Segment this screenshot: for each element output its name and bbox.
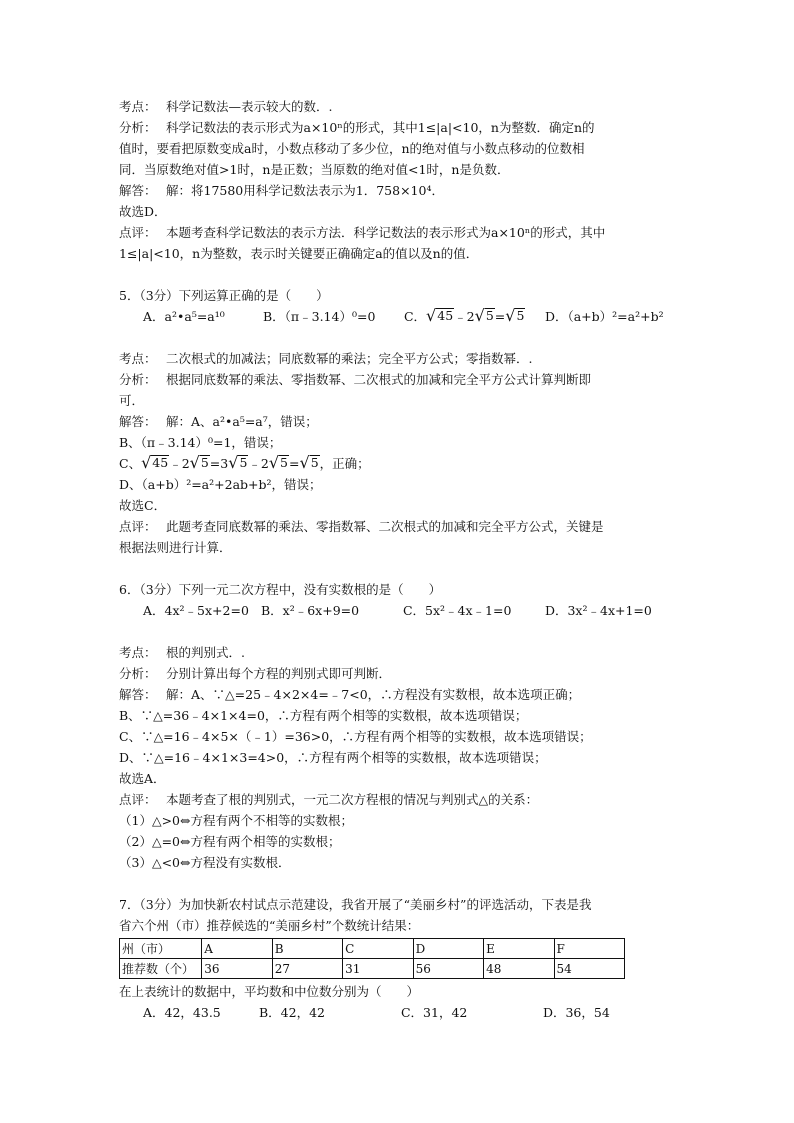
label: 分析： bbox=[119, 666, 157, 681]
q6-rule-3: （3）△<0⇔方程没有实数根． bbox=[119, 855, 291, 870]
table-cell: 56 bbox=[413, 959, 483, 979]
q6-rule-2: （2）△=0⇔方程有两个相等的实数根； bbox=[119, 834, 341, 849]
text: ﹣2 bbox=[454, 309, 475, 324]
label: 点评： bbox=[119, 225, 157, 240]
sqrt-5: √ 5 bbox=[189, 453, 209, 472]
q6-option-b: B．x²﹣6x+9=0 bbox=[260, 603, 360, 618]
text: ﹣2 bbox=[248, 456, 269, 471]
q5-stem: 5．（3分）下列运算正确的是（ ） bbox=[119, 288, 329, 303]
radicand: 45 bbox=[437, 308, 454, 323]
page-content bbox=[119, 96, 679, 1023]
text: =3 bbox=[209, 456, 229, 471]
q5-jieda-d: D、（a+b）²=a²+2ab+b²，错误； bbox=[119, 477, 322, 492]
q7-option-c: C．31，42 bbox=[400, 1005, 468, 1020]
text: 科学记数法的表示形式为a×10ⁿ的形式，其中1≤|a|<10，n为整数．确定n的 bbox=[166, 120, 595, 135]
text: 解：将17580用科学记数法表示为1．758×10⁴． bbox=[166, 183, 444, 198]
q7-option-d: D．36，54 bbox=[542, 1005, 610, 1020]
label: 解答： bbox=[119, 414, 157, 429]
q7-question: 在上表统计的数据中，平均数和中位数分别为（ ） bbox=[119, 984, 420, 999]
table-cell: D bbox=[413, 939, 483, 959]
q7-option-b: B．42，42 bbox=[258, 1005, 325, 1020]
q5-kaodian bbox=[119, 348, 679, 369]
q5-fenxi bbox=[119, 369, 679, 390]
radicand: 5 bbox=[310, 455, 319, 470]
q5-dianping-2: 根据法则进行计算． bbox=[119, 540, 232, 555]
q5-dianping bbox=[119, 516, 679, 537]
label: 解答： bbox=[119, 183, 157, 198]
sqrt-5: √ 5 bbox=[299, 453, 319, 472]
q6-option-d: D．3x²﹣4x+1=0 bbox=[544, 603, 652, 618]
text: 分别计算出每个方程的判别式即可判断． bbox=[166, 666, 392, 681]
prev-guxuan: 故选D． bbox=[119, 204, 167, 219]
table-row bbox=[120, 959, 625, 979]
radicand: 5 bbox=[485, 308, 494, 323]
prev-jieda bbox=[119, 180, 679, 201]
text: 解：A、a²•a⁵=a⁷，错误； bbox=[166, 414, 318, 429]
prev-kaodian bbox=[119, 96, 679, 117]
label: 考点： bbox=[119, 99, 157, 114]
prev-dianping bbox=[119, 222, 679, 243]
sqrt-5: √ 5 bbox=[474, 306, 494, 325]
q5-option-c bbox=[404, 306, 541, 327]
label: 分析： bbox=[119, 372, 157, 387]
text: 根据同底数幂的乘法、零指数幂、二次根式的加减和完全平方公式计算判断即 bbox=[166, 372, 592, 387]
q7-options bbox=[119, 1002, 679, 1023]
text: C、 bbox=[119, 456, 142, 471]
sqrt-45: √ 45 bbox=[426, 306, 454, 325]
label: 考点： bbox=[119, 645, 157, 660]
q6-rule-1: （1）△>0⇔方程有两个不相等的实数根； bbox=[119, 813, 353, 828]
prev-fenxi-3: 同．当原数绝对值>1时，n是正数；当原数的绝对值<1时，n是负数． bbox=[119, 162, 510, 177]
q7-option-a: A．42，43.5 bbox=[143, 1005, 221, 1020]
q6-jieda bbox=[119, 684, 679, 705]
q5-jieda-c bbox=[119, 453, 679, 474]
q6-option-c: C．5x²﹣4x﹣1=0 bbox=[402, 603, 512, 618]
q6-kaodian bbox=[119, 642, 679, 663]
label: 点评： bbox=[119, 519, 157, 534]
text: 根的判别式．. bbox=[166, 645, 245, 660]
q5-option-d: D．（a+b）²=a²+b² bbox=[544, 309, 664, 324]
table-cell: 48 bbox=[484, 959, 554, 979]
radicand: 5 bbox=[280, 455, 288, 470]
radicand: 5 bbox=[239, 455, 248, 470]
table-row-label: 推荐数（个） bbox=[120, 959, 202, 979]
text: = bbox=[494, 309, 506, 324]
sqrt-5: √ 5 bbox=[268, 453, 288, 472]
text: ﹣2 bbox=[169, 456, 190, 471]
label: 分析： bbox=[119, 120, 157, 135]
radicand: 5 bbox=[200, 455, 209, 470]
text: 解：A、∵△=25﹣4×2×4=﹣7<0，∴方程没有实数根，故本选项正确； bbox=[166, 687, 581, 702]
prev-fenxi bbox=[119, 117, 679, 138]
q6-jieda-d: D、∵△=16﹣4×1×3=4>0，∴方程有两个相等的实数根，故本选项错误； bbox=[119, 750, 547, 765]
q7-stats-table bbox=[119, 938, 625, 979]
table-cell: 36 bbox=[202, 959, 272, 979]
q6-fenxi bbox=[119, 663, 679, 684]
label: 点评： bbox=[119, 792, 157, 807]
text: ，正确； bbox=[319, 456, 370, 471]
q5-jieda bbox=[119, 411, 679, 432]
label: 解答： bbox=[119, 687, 157, 702]
table-header-label: 州（市） bbox=[120, 939, 202, 959]
sqrt-5: √ 5 bbox=[228, 453, 248, 472]
q5-option-a: A．a²•a⁵=a¹⁰ bbox=[143, 309, 225, 324]
label: 考点： bbox=[119, 351, 157, 366]
table-cell: C bbox=[343, 939, 413, 959]
q5-fenxi-2: 可． bbox=[119, 393, 145, 408]
text: C． bbox=[403, 309, 427, 324]
q6-option-a: A．4x²﹣5x+2=0 bbox=[143, 603, 249, 618]
text: 二次根式的加减法；同底数幂的乘法；完全平方公式；零指数幂．. bbox=[166, 351, 533, 366]
text: 本题考查科学记数法的表示方法．科学记数法的表示形式为a×10ⁿ的形式，其中 bbox=[166, 225, 606, 240]
q6-dianping bbox=[119, 789, 679, 810]
table-row bbox=[120, 939, 625, 959]
radicand: 45 bbox=[152, 455, 169, 470]
table-cell: 27 bbox=[272, 959, 342, 979]
text: = bbox=[289, 456, 300, 471]
sqrt-45: √ 45 bbox=[141, 453, 169, 472]
q6-stem: 6．（3分）下列一元二次方程中，没有实数根的是（ ） bbox=[119, 582, 442, 597]
text: 此题考查同底数幂的乘法、零指数幂、二次根式的加减和完全平方公式，关键是 bbox=[166, 519, 604, 534]
sqrt-5: √ 5 bbox=[505, 306, 525, 325]
table-cell: 54 bbox=[554, 959, 624, 979]
table-cell: E bbox=[484, 939, 554, 959]
text: 本题考查了根的判别式，一元二次方程根的情况与判别式△的关系： bbox=[166, 792, 539, 807]
q5-jieda-b: B、（π﹣3.14）⁰=1，错误； bbox=[119, 435, 282, 450]
q6-jieda-c: C、∵△=16﹣4×5×（﹣1）=36>0，∴方程有两个相等的实数根，故本选项错误； bbox=[119, 729, 592, 744]
text: 科学记数法—表示较大的数．. bbox=[166, 99, 333, 114]
q6-guxuan: 故选A． bbox=[119, 771, 166, 786]
q7-stem-2: 省六个州（市）推荐候选的“美丽乡村”个数统计结果： bbox=[119, 918, 420, 933]
table-cell: F bbox=[554, 939, 624, 959]
q5-guxuan: 故选C． bbox=[119, 498, 167, 513]
table-cell: A bbox=[202, 939, 272, 959]
table-cell: 31 bbox=[343, 959, 413, 979]
prev-fenxi-2: 值时，要看把原数变成a时，小数点移动了多少位，n的绝对值与小数点移动的位数相 bbox=[119, 141, 585, 156]
prev-dianping-2: 1≤|a|<10，n为整数，表示时关键要正确确定a的值以及n的值． bbox=[119, 246, 479, 261]
q5-option-b: B．（π﹣3.14）⁰=0 bbox=[262, 309, 376, 324]
q5-options bbox=[119, 306, 679, 327]
table-cell: B bbox=[272, 939, 342, 959]
q6-jieda-b: B、∵△=36﹣4×1×4=0，∴方程有两个相等的实数根，故本选项错误； bbox=[119, 708, 528, 723]
radicand: 5 bbox=[516, 308, 525, 323]
q7-stem-1: 7．（3分）为加快新农村试点示范建设，我省开展了“美丽乡村”的评选活动，下表是我 bbox=[119, 897, 592, 912]
q6-options bbox=[119, 600, 679, 621]
